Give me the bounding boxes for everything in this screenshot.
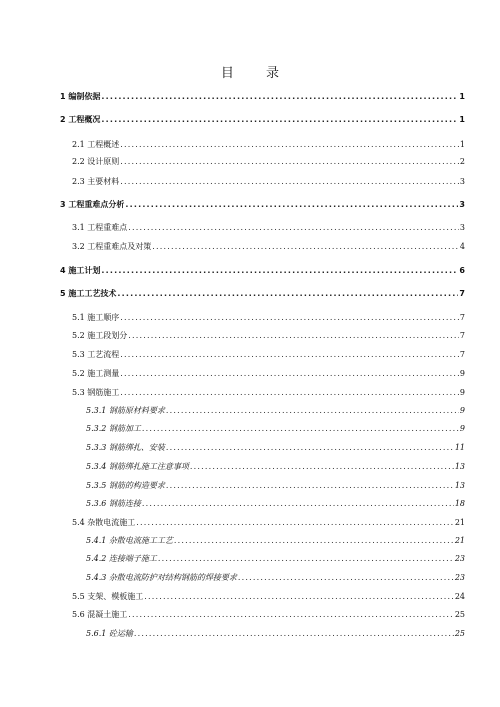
toc-entry[interactable] [86,443,465,453]
toc-dot-leader [120,140,459,150]
page-title: 目 录 [220,66,294,81]
toc-dot-leader [166,443,454,453]
toc-entry-page-number: 7 [459,331,465,340]
toc-entry-label: 2.3 主要材料 [72,177,120,186]
toc-entry[interactable] [86,629,465,639]
toc-dot-leader [120,157,459,167]
toc-entry[interactable] [86,554,465,564]
toc-entry-page-number: 23 [454,573,465,582]
toc-dot-leader [101,92,458,102]
toc-entry-label: 3 工程重难点分析 [60,200,125,209]
toc-entry-label: 5.2 施工段划分 [72,331,128,340]
toc-dot-leader [120,177,459,187]
toc-entry-label: 2 工程概况 [60,115,101,124]
toc-dot-leader [142,424,459,434]
toc-entry-page-number: 1 [459,140,465,149]
toc-dot-leader [128,610,454,620]
toc-entry-label: 5.4.3 杂散电流防护对结构钢筋的焊接要求 [86,573,237,582]
toc-entry-page-number: 9 [459,424,465,433]
toc-entry[interactable] [72,331,465,341]
toc-dot-leader [120,388,459,398]
toc-dot-leader [117,289,458,299]
toc-entry[interactable] [86,481,465,491]
toc-entry[interactable] [86,573,465,583]
toc-entry-label: 4 施工计划 [60,266,101,275]
toc-entry-page-number: 11 [454,443,465,452]
toc-entry-page-number: 7 [459,289,465,298]
toc-entry-page-number: 2 [459,157,465,166]
toc-entry-label: 5.3.5 钢筋的构造要求 [86,481,165,490]
toc-entry[interactable] [72,518,465,528]
toc-dot-leader [125,200,458,210]
toc-entry-label: 3.2 工程重难点及对策 [72,242,152,251]
toc-dot-leader [144,592,454,602]
toc-dot-leader [136,518,454,528]
toc-entry[interactable] [72,350,465,360]
toc-dot-leader [128,331,459,341]
toc-entry[interactable] [72,313,465,323]
toc-entry-page-number: 25 [454,629,465,638]
toc-dot-leader [158,554,454,564]
toc-dot-leader [128,223,459,233]
toc-entry-label: 5.5 支架、模板施工 [72,592,144,601]
toc-entry-page-number: 18 [454,499,465,508]
toc-entry[interactable] [86,536,465,546]
toc-dot-leader [142,499,454,509]
toc-entry-label: 5.4.1 杂散电流施工工艺 [86,536,173,545]
toc-entry[interactable] [86,424,465,434]
toc-entry-page-number: 7 [459,350,465,359]
toc-entry-label: 5.2 施工测量 [72,369,120,378]
toc-dot-leader [120,369,459,379]
toc-dot-leader [134,629,454,639]
toc-entry-label: 5.6.1 砼运输 [86,629,133,638]
toc-entry-label: 5.3.3 钢筋绑扎、安装 [86,443,165,452]
toc-dot-leader [174,536,454,546]
toc-entry[interactable] [72,177,465,187]
toc-entry[interactable] [72,140,465,150]
toc-entry-label: 5.3.1 钢筋原材料要求 [86,406,165,415]
toc-dot-leader [152,242,459,252]
toc-entry[interactable] [60,289,465,299]
toc-entry-label: 1 编制依据 [60,92,101,101]
toc-entry-label: 5.3.6 钢筋连接 [86,499,141,508]
toc-entry[interactable] [86,406,465,416]
toc-entry-page-number: 4 [459,242,465,251]
toc-entry[interactable] [72,592,465,602]
toc-entry-page-number: 24 [454,592,465,601]
toc-entry-label: 5.6 混凝土施工 [72,610,128,619]
toc-entry[interactable] [72,223,465,233]
toc-entry[interactable] [60,266,465,276]
toc-dot-leader [238,573,454,583]
toc-entry-label: 5.1 施工顺序 [72,313,120,322]
toc-entry-label: 5.3.2 钢筋加工 [86,424,141,433]
toc-entry-page-number: 1 [459,92,465,101]
toc-entry-page-number: 9 [459,406,465,415]
toc-entry[interactable] [72,157,465,167]
toc-entry-page-number: 25 [454,610,465,619]
toc-dot-leader [101,115,458,125]
toc-entry[interactable] [60,200,465,210]
toc-entry-page-number: 13 [454,462,465,471]
toc-dot-leader [101,266,458,276]
toc-entry[interactable] [72,610,465,620]
toc-dot-leader [120,350,459,360]
toc-entry[interactable] [86,462,465,472]
toc-dot-leader [166,481,454,491]
toc-entry-page-number: 1 [459,115,465,124]
toc-dot-leader [190,462,454,472]
toc-entry-label: 5.4.2 连接端子施工 [86,554,157,563]
toc-entry-page-number: 9 [459,369,465,378]
toc-dot-leader [166,406,459,416]
toc-entry-label: 3.1 工程重难点 [72,223,128,232]
toc-entry-page-number: 3 [459,200,465,209]
toc-entry[interactable] [72,388,465,398]
toc-entry-page-number: 6 [459,266,465,275]
toc-entry[interactable] [72,242,465,252]
toc-entry-page-number: 21 [454,536,465,545]
toc-entry-label: 5.3 工艺流程 [72,350,120,359]
toc-entry-label: 2.2 设计原则 [72,157,120,166]
toc-entry[interactable] [86,499,465,509]
toc-entry-page-number: 3 [459,223,465,232]
toc-entry-page-number: 9 [459,388,465,397]
toc-entry[interactable] [60,115,465,125]
toc-entry[interactable] [72,369,465,379]
toc-entry-label: 5.3.4 钢筋绑扎施工注意事项 [86,462,189,471]
toc-entry-label: 5.3 钢筋施工 [72,388,120,397]
toc-entry-page-number: 7 [459,313,465,322]
toc-entry-label: 5 施工工艺技术 [60,289,117,298]
toc-entry[interactable] [60,92,465,102]
toc-entry-label: 2.1 工程概述 [72,140,120,149]
toc-entry-page-number: 23 [454,554,465,563]
toc-entry-page-number: 3 [459,177,465,186]
toc-dot-leader [120,313,459,323]
toc-entry-page-number: 21 [454,518,465,527]
toc-entry-label: 5.4 杂散电流施工 [72,518,136,527]
toc-entry-page-number: 13 [454,481,465,490]
